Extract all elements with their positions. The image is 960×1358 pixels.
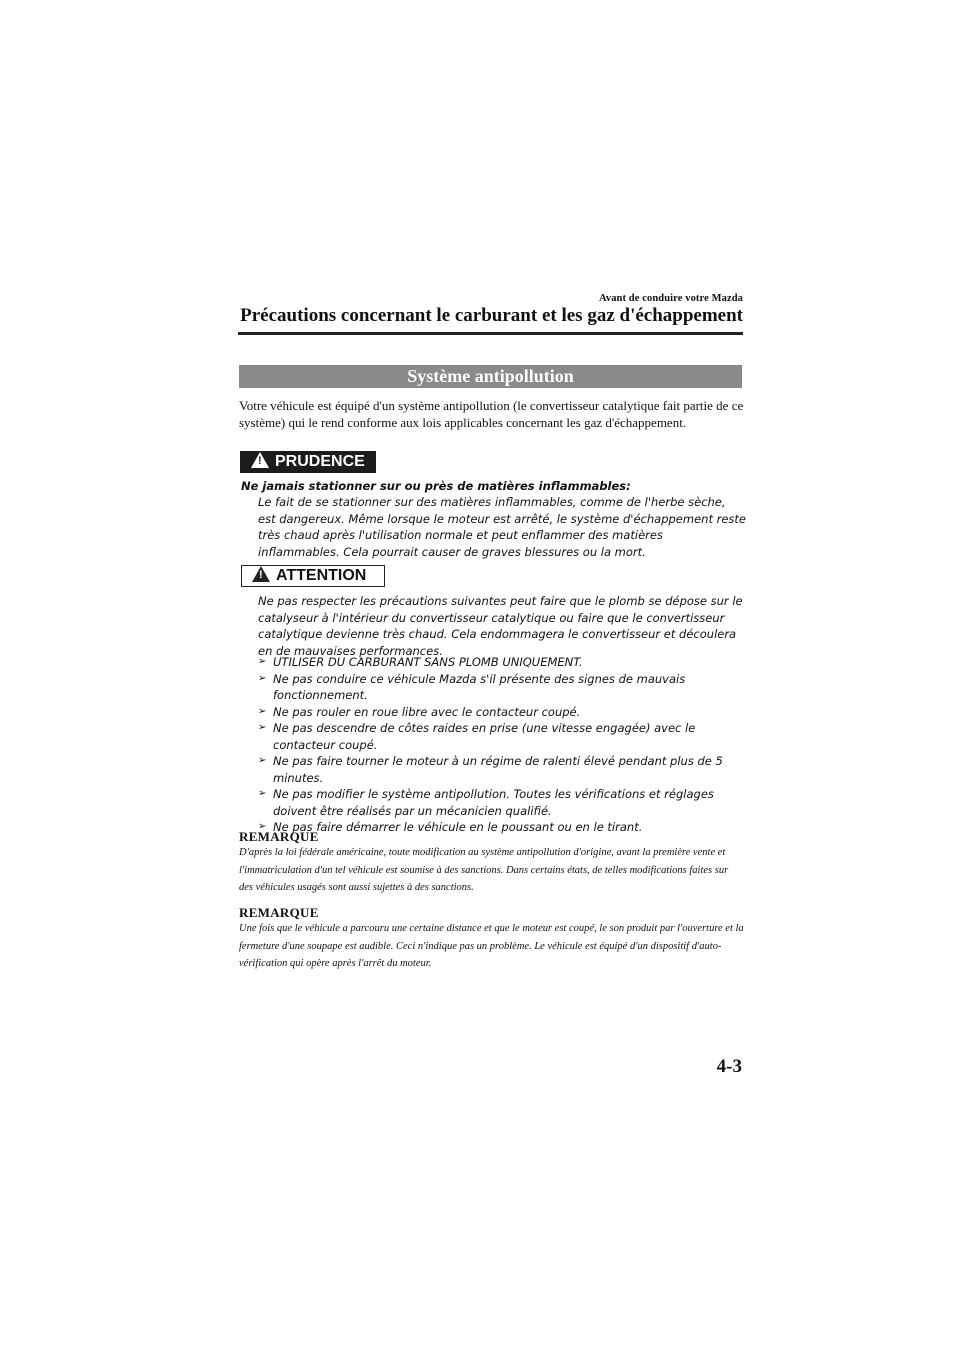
note-body: D'après la loi fédérale américaine, toute modification au système antipollution d'origine, avant la première vente et l'immatriculation d'un tel véhicule est soumise à des sanctions. Dans certains états, de telles modifications faites sur des véhicules usagés sont aussi sujettes à des sanctions.	[239, 847, 729, 893]
warning-icon: !	[252, 566, 270, 582]
list-item: ➢ Ne pas faire démarrer le véhicule en le poussant ou en le tirant.	[258, 820, 643, 834]
arrow-bullet-icon: ➢	[258, 705, 267, 717]
page-header-title: Précautions concernant le carburant et les gaz d'échappement	[240, 305, 743, 326]
caution-heading: Ne jamais stationner sur ou près de matières inflammables:	[241, 479, 631, 493]
attention-body: Ne pas respecter les précautions suivantes peut faire que le plomb se dépose sur le catalyseur à l'intérieur du convertisseur catalytique ou faire que le convertisseur catalytique devienne très chaud. Cela endommagera le convertisseur et découlera en de mauvaises performances.	[258, 594, 743, 658]
list-item: ➢ UTILISER DU CARBURANT SANS PLOMB UNIQUEMENT.	[258, 655, 583, 669]
page-number: 4-3	[716, 1056, 742, 1077]
list-item: ➢ Ne pas descendre de côtes raides en prise (une vitesse engagée) avec le contacteur coupé.	[258, 721, 696, 752]
attention-badge-label: ATTENTION	[276, 567, 367, 584]
header-divider	[238, 332, 743, 335]
attention-badge	[241, 565, 385, 587]
caution-body: Le fait de se stationner sur des matières inflammables, comme de l'herbe sèche, est dangereux. Même lorsque le moteur est arrêté, le système d'échappement reste très chaud après l'utilisation normale et peut enflammer des matières inflammables. Cela pourrait causer de graves blessures ou la mort.	[258, 495, 746, 559]
arrow-bullet-icon: ➢	[258, 821, 267, 832]
arrow-bullet-icon: ➢	[258, 672, 267, 684]
header-subtitle: Avant de conduire votre Mazda	[598, 293, 743, 304]
note-title: REMARQUE	[239, 905, 319, 920]
arrow-bullet-icon: ➢	[258, 788, 267, 799]
section-title: Système antipollution	[239, 365, 742, 388]
caution-badge	[240, 451, 376, 473]
list-item: ➢ Ne pas faire tourner le moteur à un régime de ralenti élevé pendant plus de 5 minutes.	[258, 754, 723, 785]
note-title: REMARQUE	[239, 829, 319, 844]
warning-icon: !	[251, 452, 269, 468]
section-intro: Votre véhicule est équipé d'un système antipollution (le convertisseur catalytique fait partie de ce système) qui le rend conforme aux lois applicables concernant les gaz d'échappement.	[239, 398, 744, 430]
caution-badge-label: PRUDENCE	[275, 453, 365, 470]
list-item: ➢ Ne pas conduire ce véhicule Mazda s'il présente des signes de mauvais fonctionnement.	[258, 671, 686, 702]
list-item: ➢ Ne pas rouler en roue libre avec le contacteur coupé.	[258, 704, 581, 719]
arrow-bullet-icon: ➢	[258, 656, 267, 667]
note-body: Une fois que le véhicule a parcouru une certaine distance et que le moteur est coupé, le son produit par l'ouverture et la fermeture d'une soupape est audible. Ceci n'indique pas un problème. Le véhicule est équipé d'un dispositif d'auto-vérification qui opère après l'arrêt du moteur.	[239, 923, 744, 969]
list-item: ➢ Ne pas modifier le système antipollution. Toutes les vérifications et réglages doivent être réalisés par un mécanicien qualifié.	[258, 787, 714, 818]
arrow-bullet-icon: ➢	[258, 755, 267, 766]
attention-list	[258, 654, 746, 836]
arrow-bullet-icon: ➢	[258, 722, 267, 733]
